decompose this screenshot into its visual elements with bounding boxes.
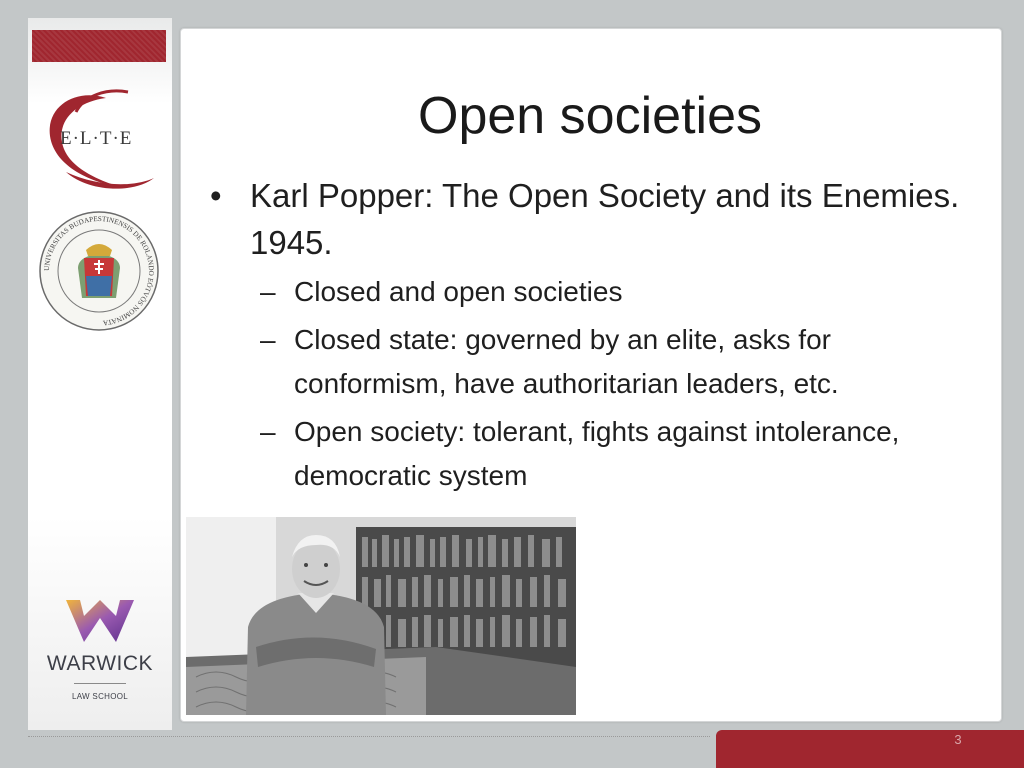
sub-bullet-marker: – <box>260 324 276 355</box>
sub-bullet-item <box>210 410 970 498</box>
sub-bullet-text: Closed state: governed by an elite, asks for conformism, have authoritarian leaders, etc. <box>294 324 839 399</box>
slide-title: Open societies <box>418 87 762 145</box>
portrait-photo <box>186 517 576 715</box>
sub-bullet-marker: – <box>260 416 276 447</box>
sub-bullet-marker: – <box>260 276 276 307</box>
page-number: 3 <box>954 732 962 747</box>
footer-divider <box>28 736 710 737</box>
sub-bullet-item <box>210 270 970 314</box>
warwick-wordmark: WARWICK <box>46 652 154 675</box>
slide-body <box>210 172 970 498</box>
bullet-text: Karl Popper: The Open Society and its Enemies. 1945. <box>250 177 960 261</box>
elte-logo <box>36 84 162 196</box>
accent-band <box>32 30 166 62</box>
sub-bullet-item <box>210 318 970 406</box>
footer-accent-tab <box>716 730 1024 768</box>
sub-bullet-text: Closed and open societies <box>294 276 623 307</box>
sub-bullet-text: Open society: tolerant, fights against intolerance, democratic system <box>294 416 900 491</box>
warwick-divider <box>74 683 126 684</box>
bullet-item <box>210 172 970 266</box>
warwick-subtitle: LAW SCHOOL <box>71 692 129 701</box>
seal-text: UNIVERSITAS BUDAPESTINENSIS DE ROLANDO EÖTVÖS NOMINATA <box>42 214 156 327</box>
bullet-marker: • <box>210 177 222 214</box>
university-seal-icon <box>38 210 160 332</box>
portrait-photo-icon <box>186 517 576 715</box>
elte-logo-text: E·L·T·E <box>60 128 133 149</box>
